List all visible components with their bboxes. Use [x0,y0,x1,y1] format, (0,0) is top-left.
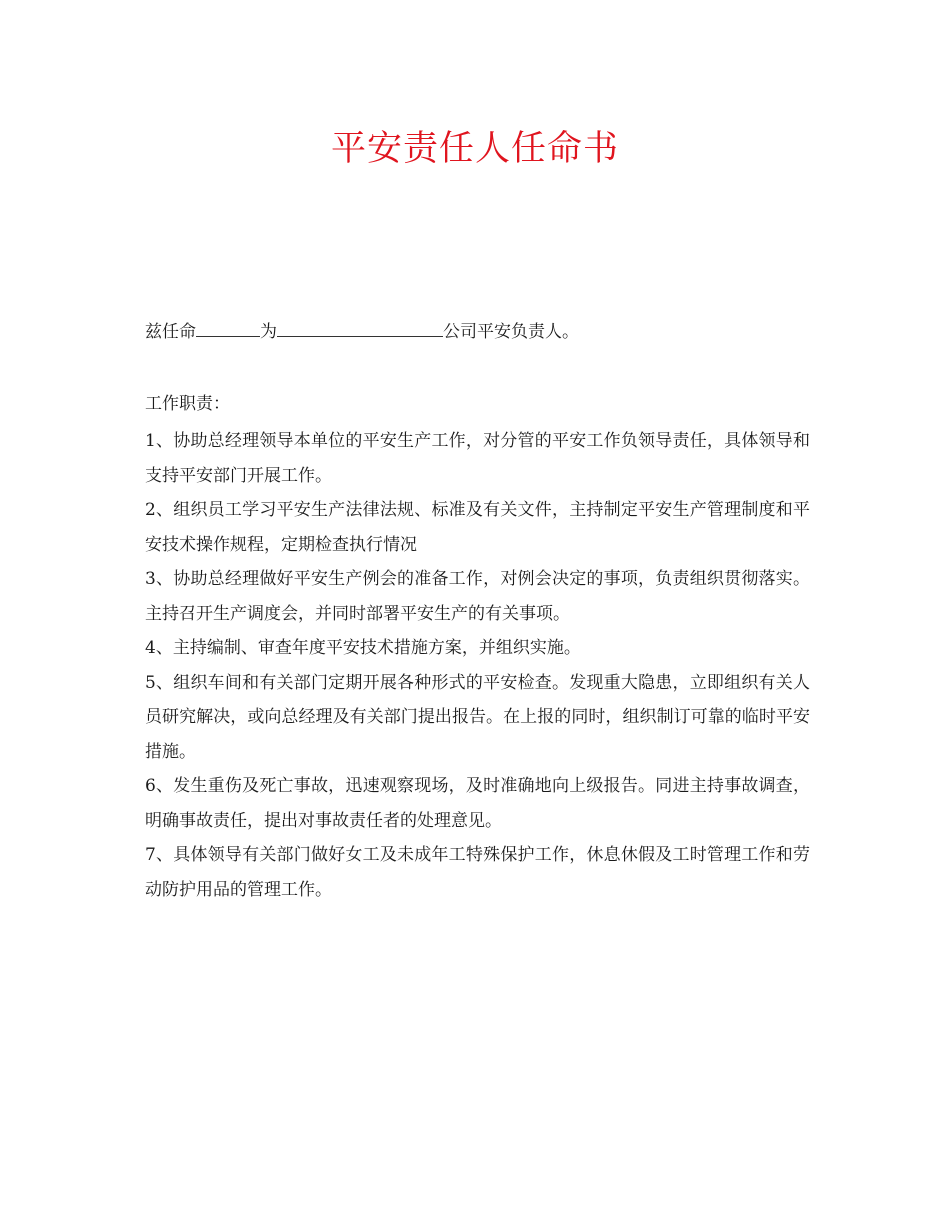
duty-item: 6、发生重伤及死亡事故，迅速观察现场，及时准确地向上级报告。同进主持事故调查，明确事故责任，提出对事故责任者的处理意见。 [145,776,810,831]
appointment-line [145,316,815,346]
appointment-prefix: 兹任命 [145,322,196,342]
duty-item: 2、组织员工学习平安生产法律法规、标准及有关文件，主持制定平安生产管理制度和平安技术操作规程，定期检查执行情况 [145,500,810,555]
appointment-suffix: 公司平安负责人。 [443,322,579,342]
appointment-middle: 为 [260,322,277,342]
duty-item: 3、协助总经理做好平安生产例会的准备工作，对例会决定的事项，负责组织贯彻落实。主持召开生产调度会，并同时部署平安生产的有关事项。 [145,569,810,624]
duty-item: 4、主持编制、审查年度平安技术措施方案，并组织实施。 [145,638,581,658]
duty-item: 1、协助总经理领导本单位的平安生产工作，对分管的平安工作负领导责任，具体领导和支持平安部门开展工作。 [145,431,810,486]
duty-item: 7、具体领导有关部门做好女工及未成年工特殊保护工作，休息休假及工时管理工作和劳动防护用品的管理工作。 [145,845,810,900]
duty-item: 5、组织车间和有关部门定期开展各种形式的平安检查。发现重大隐患，立即组织有关人员研究解决，或向总经理及有关部门提出报告。在上报的同时，组织制订可靠的临时平安措施。 [145,672,810,762]
duties-list [145,424,810,907]
document-title: 平安责任人任命书 [330,129,619,169]
appointee-name-blank [196,316,260,337]
duties-heading: 工作职责： [145,394,230,414]
company-name-blank [277,316,443,337]
